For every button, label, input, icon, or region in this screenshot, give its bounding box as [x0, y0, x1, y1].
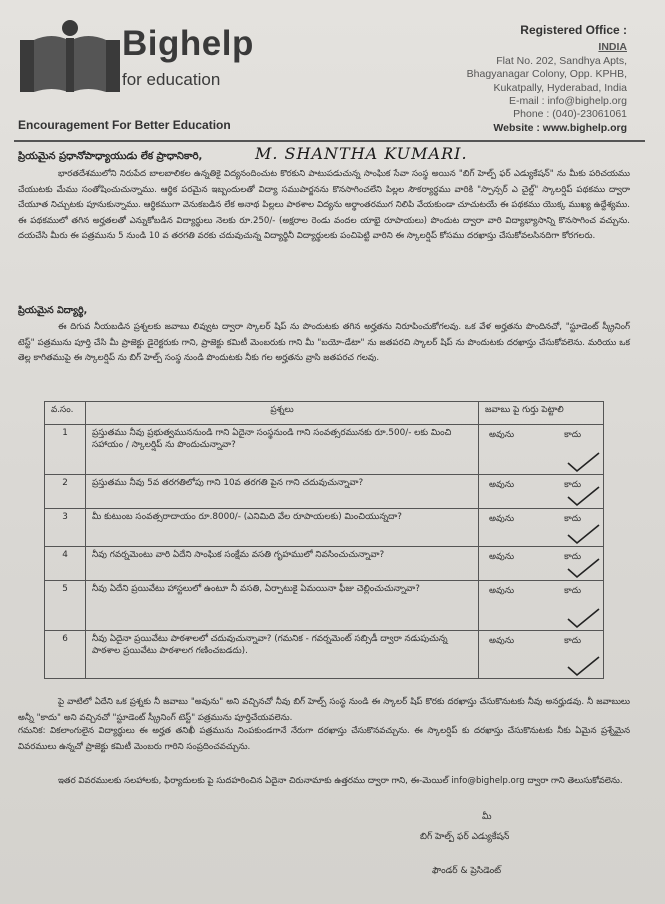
table-row [45, 475, 604, 509]
checkmark-icon [565, 451, 601, 473]
instructions-paragraph: ఈ దిగువ నీయబడిన ప్రశ్నలకు జవాబు లివ్వుట ద్వారా స్కాలర్ షిప్ ను పొందుటకు తగిన అర్హతను నిరూపించుకోగలవు. ఒక వేళ అర్హతను పొందినచో, "స్టూడెంట్ స్క్రీనింగ్ టెస్ట్" పత్రమును పూర్తి చేసి మీ ప్రాజెక్టు డైరెక్టరుకు గాని, ప్రాజెక్టు కమిటీ మెంబరుకు గాని మీ "బయో-డేటా" ను జతపరచి స్కాలర్ షిప్ ను పొందుటకు దరఖాస్తు చేసుకోవలెను. మరియు ఒక తెల్ల కాగితముపై ఈ స్కాలర్షిప్ ను బిగ్ హెల్ప్ సంస్థ నుండి పొందుటకు నీకు గల అర్హతను వ్రాసి జతపరచ గలవు. [18, 322, 630, 364]
closing-yours: మీ [482, 812, 492, 822]
row-question: ప్రస్తుతము నీవు 5వ తరగతిలోపు గాని 10వ తరగతి పైన గాని చదువుచున్నావా? [86, 475, 479, 509]
table-row [45, 581, 604, 631]
yes-option[interactable]: అవును [489, 514, 515, 524]
yes-option[interactable]: అవును [489, 586, 515, 596]
student-name-handwritten: M. SHANTHA KUMARI. [255, 144, 468, 163]
student-salutation: ప్రియమైన విద్యార్థి, [18, 305, 88, 316]
answer-cell[interactable] [479, 509, 604, 547]
row-question: ప్రస్తుతము నీవు ప్రభుత్వముననుండి గాని ఏదైనా సంస్థనుండి గాని సంవత్సరమునకు రూ.500/- లకు మించి సహాయం / స్కాలర్షిప్ ను పొందుచున్నావా? [86, 425, 479, 475]
intro-paragraph: భారతదేశములోని నిరుపేద బాలబాలికల ఉన్నతికై విద్యనందించుట కొరకుని పాటుపడుచున్న సాంఘిక సేవా సంస్థ అయిన "బిగ్ హెల్ప్ ఫర్ ఎడ్యుకేషన్" ను మీకు పరిచయము చేయుటకు మేము సంతోషించుచున్నాము. ఆర్థిక పరమైన ఇబ్బందులతో విద్యా సముపార్జనను కొనసాగించలేని పిల్లల సౌకర్యార్థము వారికి "స్పాన్సర్ ఎ చైల్డ్" స్కాలర్షిప్ పథకము ద్వారా చేయూత నిచ్చుటకు పూనుకున్నాము. ఆర్థికముగా వెనుకబడిన లేక అనాథ పిల్లలు పాఠశాల విద్యను అర్థాంతరముగ నిలిపి వేయకుండా చూచుటయే ఈ పథకము యొక్క ముఖ్య ఉద్దేశ్యము. ఈ పథకములో తగిన అర్హతలతో ఎన్నుకోబడిన విద్యార్థులు నెలకు రూ.250/- (అక్షరాల రెండు వందల యాభై రూపాయలు) పొందుట ద్వారా వారి విద్యాభ్యాసాన్ని కొనసాగించ వచ్చును. దయచేసి మీరు ఈ పత్రమును 5 నుండి 10 వ తరగతి వరకు చదువుచున్న విద్యార్థినీ విద్యార్థులకు పంచిపెట్టి వారిని ఈ స్కాలర్షిప్ కోసము దరఖాస్తు చేసుకోవలసినదిగా కోరగలరు. [18, 169, 630, 242]
brand-name: Bighelp [122, 24, 254, 63]
yes-option[interactable]: అవును [489, 480, 515, 490]
row-number: 5 [45, 581, 86, 631]
office-title: Registered Office : [520, 23, 627, 37]
contact-paragraph: ఇతర వివరములకు సలహాలకు, ఫిర్యాదులకు పై సుదహరించిన ఏదైనా చిరునామాకు ఉత్తరము ద్వారా గాని, ఈ-మెయిల్ info@bighelp.org ద్వారా గాని తెలుసుకోవలెను. [58, 776, 623, 786]
header-divider [14, 140, 645, 142]
table-header-row [45, 402, 604, 425]
checkmark-icon [565, 607, 601, 629]
row-number: 1 [45, 425, 86, 475]
no-option[interactable]: కాదు [564, 586, 581, 596]
checkmark-icon [565, 655, 601, 677]
row-question: నీవు ఏదైనా ప్రయివేటు పాఠశాలలో చదువుచున్నావా? (గమనిక - గవర్నమెంట్ సబ్సిడీ ద్వారా నడుపుచున్న పాఠశాల ప్రయివేటు పాఠశాలగ గణించబడదు). [86, 631, 479, 679]
office-phone: Phone : (040)-23061061 [513, 108, 627, 121]
no-option[interactable]: కాదు [564, 552, 581, 562]
checkmark-icon [565, 523, 601, 545]
row-number: 3 [45, 509, 86, 547]
table-row [45, 631, 604, 679]
office-email: E-mail : info@bighelp.org [508, 95, 627, 108]
table-row [45, 425, 604, 475]
eligibility-note-paragraph: పై వాటిలో ఏదేని ఒక ప్రశ్నకు నీ జవాబు "అవును" అని వచ్చినచో నీవు బిగ్ హెల్ప్ సంస్థ నుండి ఈ స్కాలర్ షిప్ కొరకు దరఖాస్తు చేసుకొనుటకు నీవు అనర్హుడవు. నీ జవాబులు అన్నీ "కాదు" అని వచ్చినచో "స్టూడెంట్ స్క్రీనింగ్ టెస్ట్" పత్రమును పూర్తిచేయవలెను. [18, 697, 630, 723]
yes-option[interactable]: అవును [489, 430, 515, 440]
yes-option[interactable]: అవును [489, 552, 515, 562]
table-row [45, 509, 604, 547]
checkmark-icon [565, 557, 601, 579]
brand-subtitle: for education [122, 70, 221, 89]
table-row [45, 547, 604, 581]
office-country: INDIA [598, 41, 627, 54]
salutation: ప్రియమైన ప్రధానోపాధ్యాయుడు లేక ప్రాధానికారి, [18, 151, 203, 162]
tagline: Encouragement For Better Education [18, 118, 231, 132]
yes-option[interactable]: అవును [489, 636, 515, 646]
answer-cell[interactable] [479, 581, 604, 631]
no-option[interactable]: కాదు [564, 514, 581, 524]
no-option[interactable]: కాదు [564, 636, 581, 646]
no-option[interactable]: కాదు [564, 480, 581, 490]
office-address-line: Kukatpally, Hyderabad, India [493, 81, 627, 94]
no-option[interactable]: కాదు [564, 430, 581, 440]
row-question: నీవు ఏదేని ప్రయివేటు హాస్టలులో ఉంటూ నీ వసతి, ఏర్పాటుకై ఏమయినా ఫీజు చెల్లించుచున్నావా? [86, 581, 479, 631]
office-address-line: Bhagyanagar Colony, Opp. KPHB, [466, 68, 627, 81]
office-website: Website : www.bighelp.org [493, 121, 627, 134]
column-header-number: వ.సం. [45, 402, 86, 425]
answer-cell[interactable] [479, 425, 604, 475]
closing-organization: బిగ్ హెల్ప్ ఫర్ ఎడ్యుకేషన్ [420, 832, 510, 842]
checkmark-icon [565, 485, 601, 507]
column-header-question: ప్రశ్నలు [86, 402, 479, 425]
column-header-answer: జవాబు పై గుర్తు పెట్టాలి [479, 402, 604, 425]
row-number: 2 [45, 475, 86, 509]
answer-cell[interactable] [479, 475, 604, 509]
closing-signatory: ఫౌండర్ & ప్రెసిడెంట్ [432, 866, 502, 876]
row-question: మీ కుటుంబ సంవత్సరాదాయం రూ.8000/- (ఎనిమిది వేల రూపాయలకు) మించియున్నదా? [86, 509, 479, 547]
row-question: నీవు గవర్నమెంటు వారి ఏదేని సాంఘిక సంక్షేమ వసతి గృహములో నివసించుచున్నావా? [86, 547, 479, 581]
answer-cell[interactable] [479, 631, 604, 679]
row-number: 4 [45, 547, 86, 581]
disabled-students-note: గమనిక: వికలాంగులైన విద్యార్థులు ఈ అర్హత తనిఖీ పత్రమును నింపకుండగానే నేరుగా దరఖాస్తు చేసుకొనవచ్చును. ఈ స్కాలర్షిప్ కు దరఖాస్తు చేసుకొనుటకు నీకు ఏమైన ప్రశ్నేమైన వివరములు ఉన్నచో ప్రాజెక్టు కమిటీ మెంబరు గారిని సంప్రదించవచ్చును. [18, 726, 630, 752]
eligibility-table [44, 401, 604, 679]
row-number: 6 [45, 631, 86, 679]
office-address-line: Flat No. 202, Sandhya Apts, [496, 54, 627, 67]
registered-office [467, 24, 627, 135]
answer-cell[interactable] [479, 547, 604, 581]
